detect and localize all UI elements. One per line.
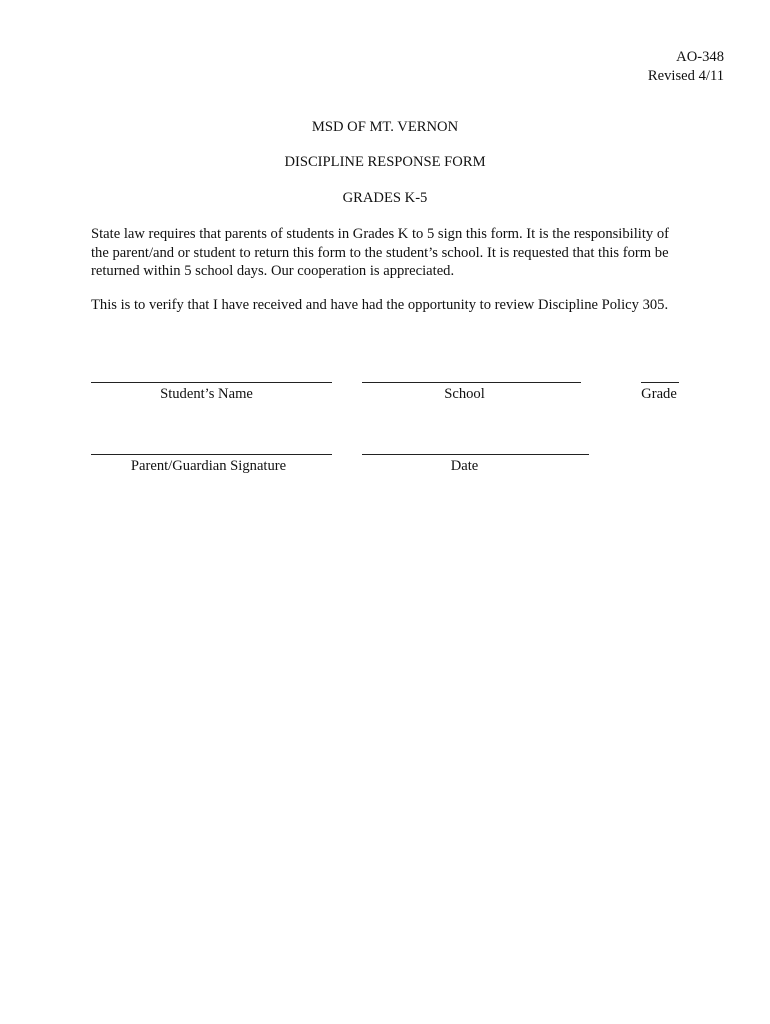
grade-line[interactable]: [641, 382, 679, 383]
parent-signature-line[interactable]: [91, 454, 332, 455]
verification-paragraph: This is to verify that I have received and have had the opportunity to review Discipline Policy 305.: [91, 297, 669, 313]
form-code-block: [648, 48, 724, 86]
form-title: DISCIPLINE RESPONSE FORM: [284, 154, 486, 170]
organization-title: MSD OF MT. VERNON: [311, 119, 459, 135]
revision-date: Revised 4/11: [647, 68, 724, 84]
parent-signature-label: Parent/Guardian Signature: [130, 458, 287, 474]
grade-range-title: GRADES K-5: [342, 190, 428, 206]
student-name-label: Student’s Name: [160, 386, 253, 402]
school-line[interactable]: [362, 382, 581, 383]
grade-label: Grade: [641, 386, 677, 402]
student-name-line[interactable]: [91, 382, 332, 383]
date-label: Date: [450, 458, 479, 474]
form-number: AO-348: [676, 49, 724, 65]
date-line[interactable]: [362, 454, 589, 455]
instructions-paragraph: State law requires that parents of students in Grades K to 5 sign this form. It is the responsibility of the parent/and or student to return this form to the student’s school. It is requested that this form be returned within 5 school days. Our cooperation is appreciated.: [91, 226, 669, 279]
school-label: School: [444, 386, 485, 402]
